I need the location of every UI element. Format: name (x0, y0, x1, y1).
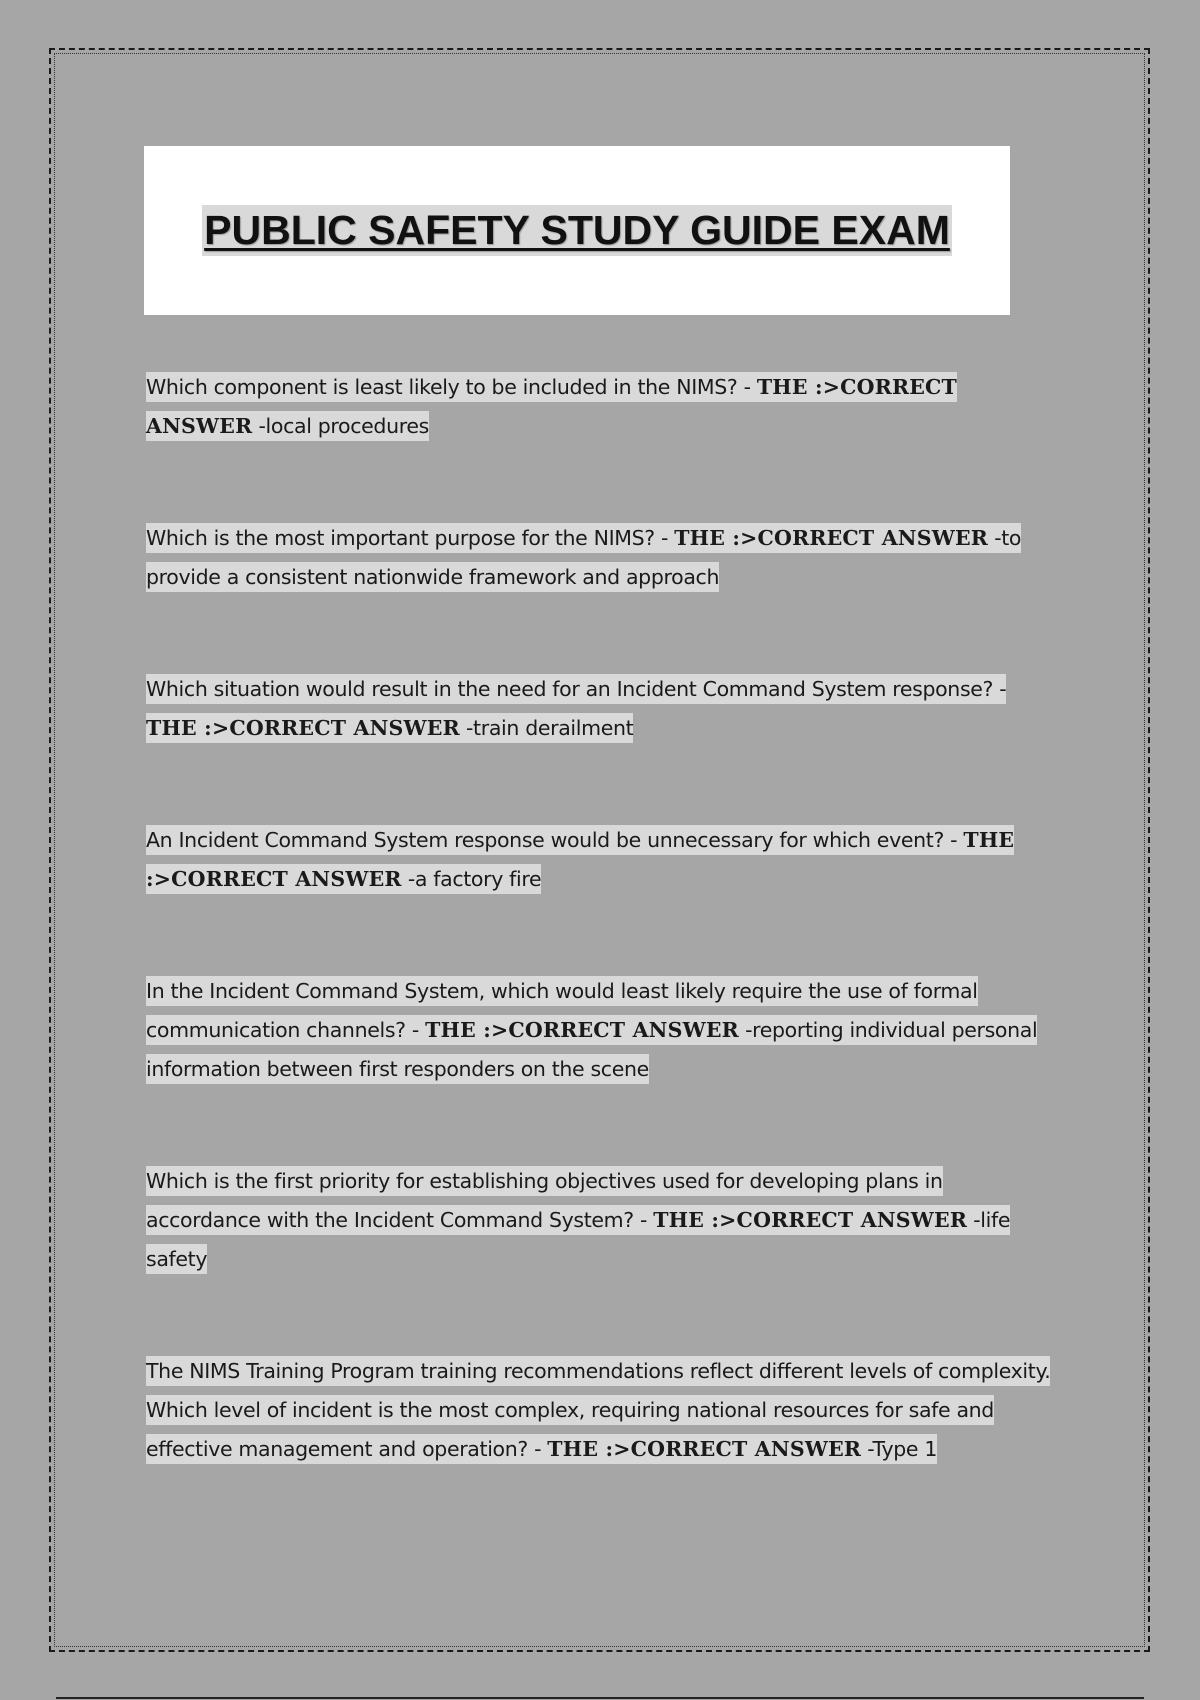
answer-marker: THE :>CORRECT ANSWER (146, 716, 460, 740)
document-title: PUBLIC SAFETY STUDY GUIDE EXAM (202, 205, 952, 256)
answer-text: -train derailment (459, 716, 634, 740)
qa-list (146, 368, 1051, 1469)
question-text: Which component is least likely to be included in the NIMS? - (146, 375, 757, 399)
question-text: An Incident Command System response would be unnecessary for which event? - (146, 828, 964, 852)
qa-item (146, 368, 1051, 446)
qa-item (146, 821, 1051, 899)
answer-marker: THE :>CORRECT ANSWER (653, 1208, 968, 1232)
qa-item (146, 519, 1051, 597)
title-box (144, 146, 1010, 315)
answer-marker: THE :>CORRECT ANSWER (146, 828, 1015, 891)
answer-text: -a factory fire (401, 867, 542, 891)
answer-marker: THE :>CORRECT ANSWER (674, 526, 989, 550)
answer-marker: THE :>CORRECT ANSWER (146, 375, 957, 438)
answer-text: -to provide a consistent nationwide framework and approach (146, 526, 1022, 589)
answer-text: -local procedures (252, 414, 429, 438)
answer-text: -life safety (146, 1208, 1011, 1271)
answer-text: -reporting individual personal information between first responders on the scene (146, 1018, 1038, 1081)
qa-item (146, 1162, 1051, 1279)
qa-item (146, 670, 1051, 748)
qa-item (146, 1352, 1051, 1469)
answer-marker: THE :>CORRECT ANSWER (425, 1018, 739, 1042)
answer-marker: THE :>CORRECT ANSWER (547, 1437, 862, 1461)
question-text: In the Incident Command System, which would least likely require the use of formal communication channels? - (146, 979, 978, 1042)
question-text: The NIMS Training Program training recommendations reflect different levels of complexity. Which level of incident is the most complex, requiring national resources for safe and effective management and operation? - (146, 1359, 1051, 1461)
bottom-rule (56, 1697, 1144, 1699)
question-text: Which is the most important purpose for the NIMS? - (146, 526, 675, 550)
answer-text: -Type 1 (861, 1437, 938, 1461)
qa-item (146, 972, 1051, 1089)
question-text: Which is the first priority for establishing objectives used for developing plans in accordance with the Incident Command System? - (146, 1169, 943, 1232)
question-text: Which situation would result in the need for an Incident Command System response? - (146, 677, 1007, 701)
